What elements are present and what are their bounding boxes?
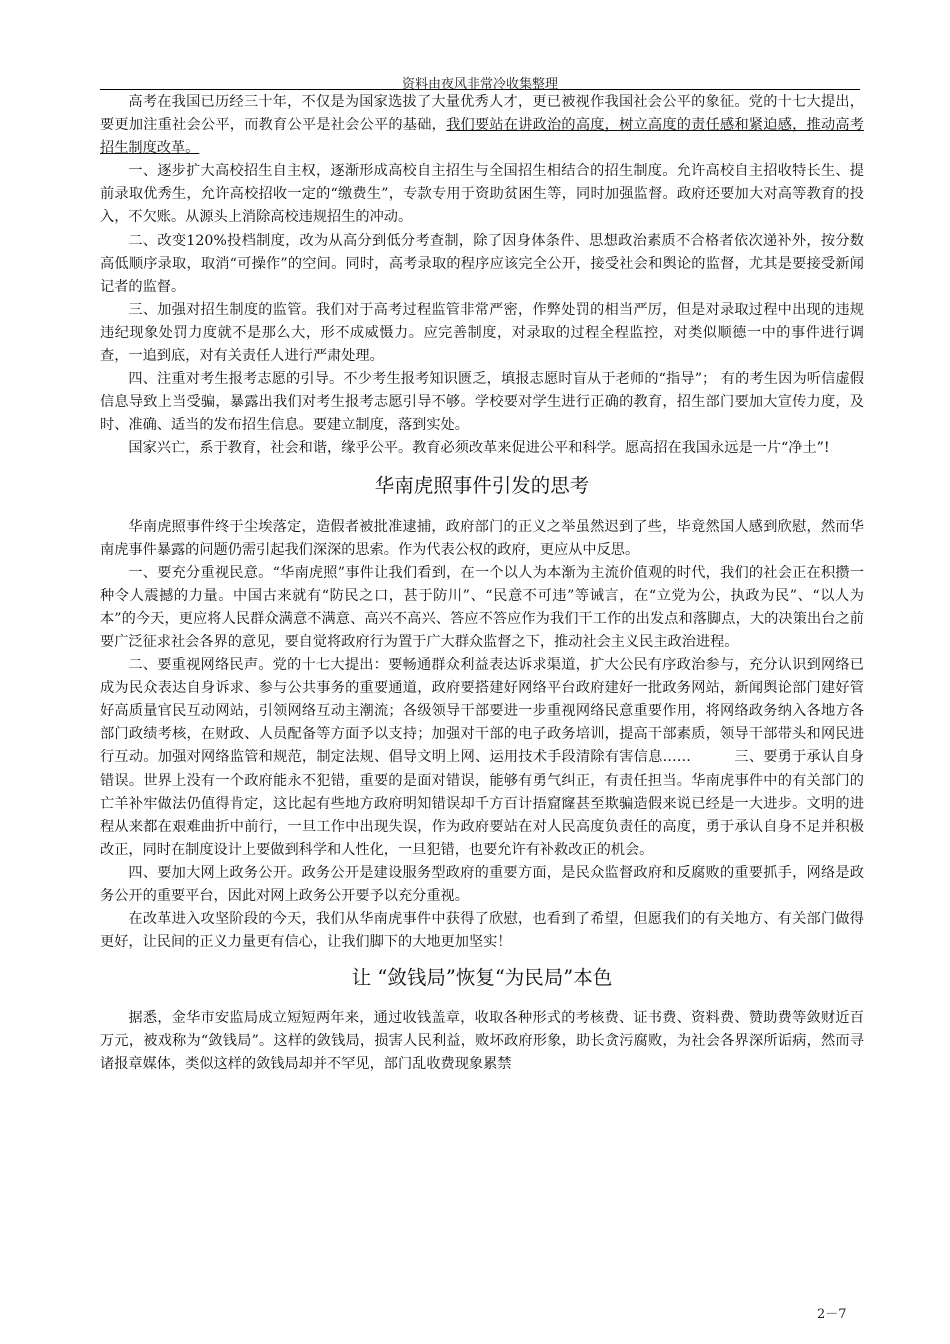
paragraph: 二、改变120%投档制度，改为从高分到低分考查制，除了因身体条件、思想政治素质不合格者依次递补外，按分数高低顺序录取，取消“可操作”的空间。同时，高考录取的程序应该完全公开，接受社会和舆论的监督，尤其是要接受新闻记者的监督。	[100, 232, 864, 295]
page-header: 资料由夜风非常冷收集整理	[401, 77, 558, 92]
paragraph-text: 高考在我国已历经三十年，不仅是为国家选拔了大量优秀人才，更已被视作我国社会公平的象征。党的十七大提出，要更加注重社会公平，而教育公平是社会公平的基础，	[100, 94, 864, 134]
paragraph: 一、逐步扩大高校招生自主权，逐渐形成高校自主招生与全国招生相结合的招生制度。允许高校自主招收特长生、提前录取优秀生，允许高校招收一定的“缴费生”，专款专用于资助贫困生等，同时加强监督。政府还要加大对高等教育的投入，不欠账。从源头上消除高校违规招生的冲动。	[100, 163, 864, 226]
paragraph: 一、要充分重视民意。“华南虎照”事件让我们看到，在一个以人为本渐为主流价值观的时代，我们的社会正在积攒一种令人震撼的力量。中国古来就有“防民之口，甚于防川”、“民意不可违”等诫言，在“立党为公，执政为民”、“以人为本”的今天，更应将人民群众满意不满意、高兴不高兴、答应不答应作为我们干工作的出发点和落脚点，大的决策出台之前要广泛征求社会各界的意见，要自觉将政府行为置于广大群众监督之下，推动社会主义民主政治进程。	[100, 564, 864, 650]
header-rule	[100, 89, 860, 90]
paragraph: 国家兴亡，系于教育，社会和谐，缘乎公平。教育必须改革来促进公平和科学。愿高招在我国永远是一片“净土”!	[128, 440, 830, 457]
paragraph: 四、注重对考生报考志愿的引导。不少考生报考知识匮乏，填报志愿时盲从于老师的“指导”； 有的考生因为听信虚假信息导致上当受骗，暴露出我们对考生报考志愿引导不够。学校要对学生进行正确的教育，招生部门要加大宣传力度，及时、准确、适当的发布招生信息。要建立制度，落到实处。	[100, 371, 864, 434]
section-title: 华南虎照事件引发的思考	[374, 473, 590, 497]
paragraph: 二、要重视网络民声。党的十七大提出：要畅通群众利益表达诉求渠道，扩大公民有序政治参与，充分认识到网络已成为民众表达自身诉求、参与公共事务的重要通道，政府要搭建好网络平台政府建好一批政务网站，新闻舆论部门建好管好高质量官民互动网站，引领网络互动主潮流；各级领导干部要进一步重视网络民意重要作用，将网络政务纳入各地方各部门政绩考核，在财政、人员配备等方面予以支持；加强对干部的电子政务培训，提高干部素质，领导干部带头和网民进行互动。加强对网络监管和规范，制定法规、倡导文明上网、运用技术手段清除有害信息…… 三、要勇于承认自身错误。世界上没有一个政府能永不犯错，重要的是面对错误，能够有勇气纠正，有责任担当。华南虎事件中的有关部门的亡羊补牢做法仍值得肯定，这比起有些地方政府明知错误却千方百计捂窟窿甚至欺骗造假来说已经是一大进步。文明的进程从来都在艰难曲折中前行，一旦工作中出现失误，作为政府要站在对人民高度负责任的高度，勇于承认自身不足并积极改正，同时在制度设计上要做到科学和人性化，一旦犯错，也要允许有补救改正的机会。	[100, 657, 864, 858]
paragraph: 华南虎照事件终于尘埃落定，造假者被批准逮捕，政府部门的正义之举虽然迟到了些，毕竟然国人感到欣慰，然而华南虎事件暴露的问题仍需引起我们深深的思索。作为代表公权的政府，更应从中反思。	[100, 518, 864, 558]
paragraph: 在改革进入攻坚阶段的今天，我们从华南虎事件中获得了欣慰，也看到了希望，但愿我们的有关地方、有关部门做得更好，让民间的正义力量更有信心，让我们脚下的大地更加坚实！	[100, 911, 864, 951]
page-number: 2－7	[817, 1307, 847, 1322]
underlined-text: 我们要站在讲政治的高度，树立高度的责任感和紧迫感，推动高考招生制度改革。	[100, 117, 864, 157]
paragraph: 据悉，金华市安监局成立短短两年来，通过收钱盖章，收取各种形式的考核费、证书费、资料费、赞助费等敛财近百万元，被戏称为“敛钱局”。这样的敛钱局，损害人民利益，败坏政府形象，助长贪污腐败，为社会各界深所诟病，然而寻诸报章媒体，类似这样的敛钱局却并不罕见，部门乱收费现象累禁	[100, 1010, 864, 1073]
paragraph: 四、要加大网上政务公开。政务公开是建设服务型政府的重要方面，是民众监督政府和反腐败的重要抓手，网络是政务公开的重要平台，因此对网上政务公开要予以充分重视。	[100, 864, 864, 904]
document-body	[100, 91, 864, 1077]
section-title: 让 “敛钱局”恢复“为民局”本色	[351, 966, 613, 990]
paragraph	[100, 91, 864, 160]
paragraph: 三、加强对招生制度的监管。我们对于高考过程监管非常严密，作弊处罚的相当严厉，但是对录取过程中出现的违规违纪现象处罚力度就不是那么大，形不成威慑力。应完善制度，对录取的过程全程监控，对类似顺德一中的事件进行调查，一追到底，对有关责任人进行严肃处理。	[100, 301, 864, 365]
